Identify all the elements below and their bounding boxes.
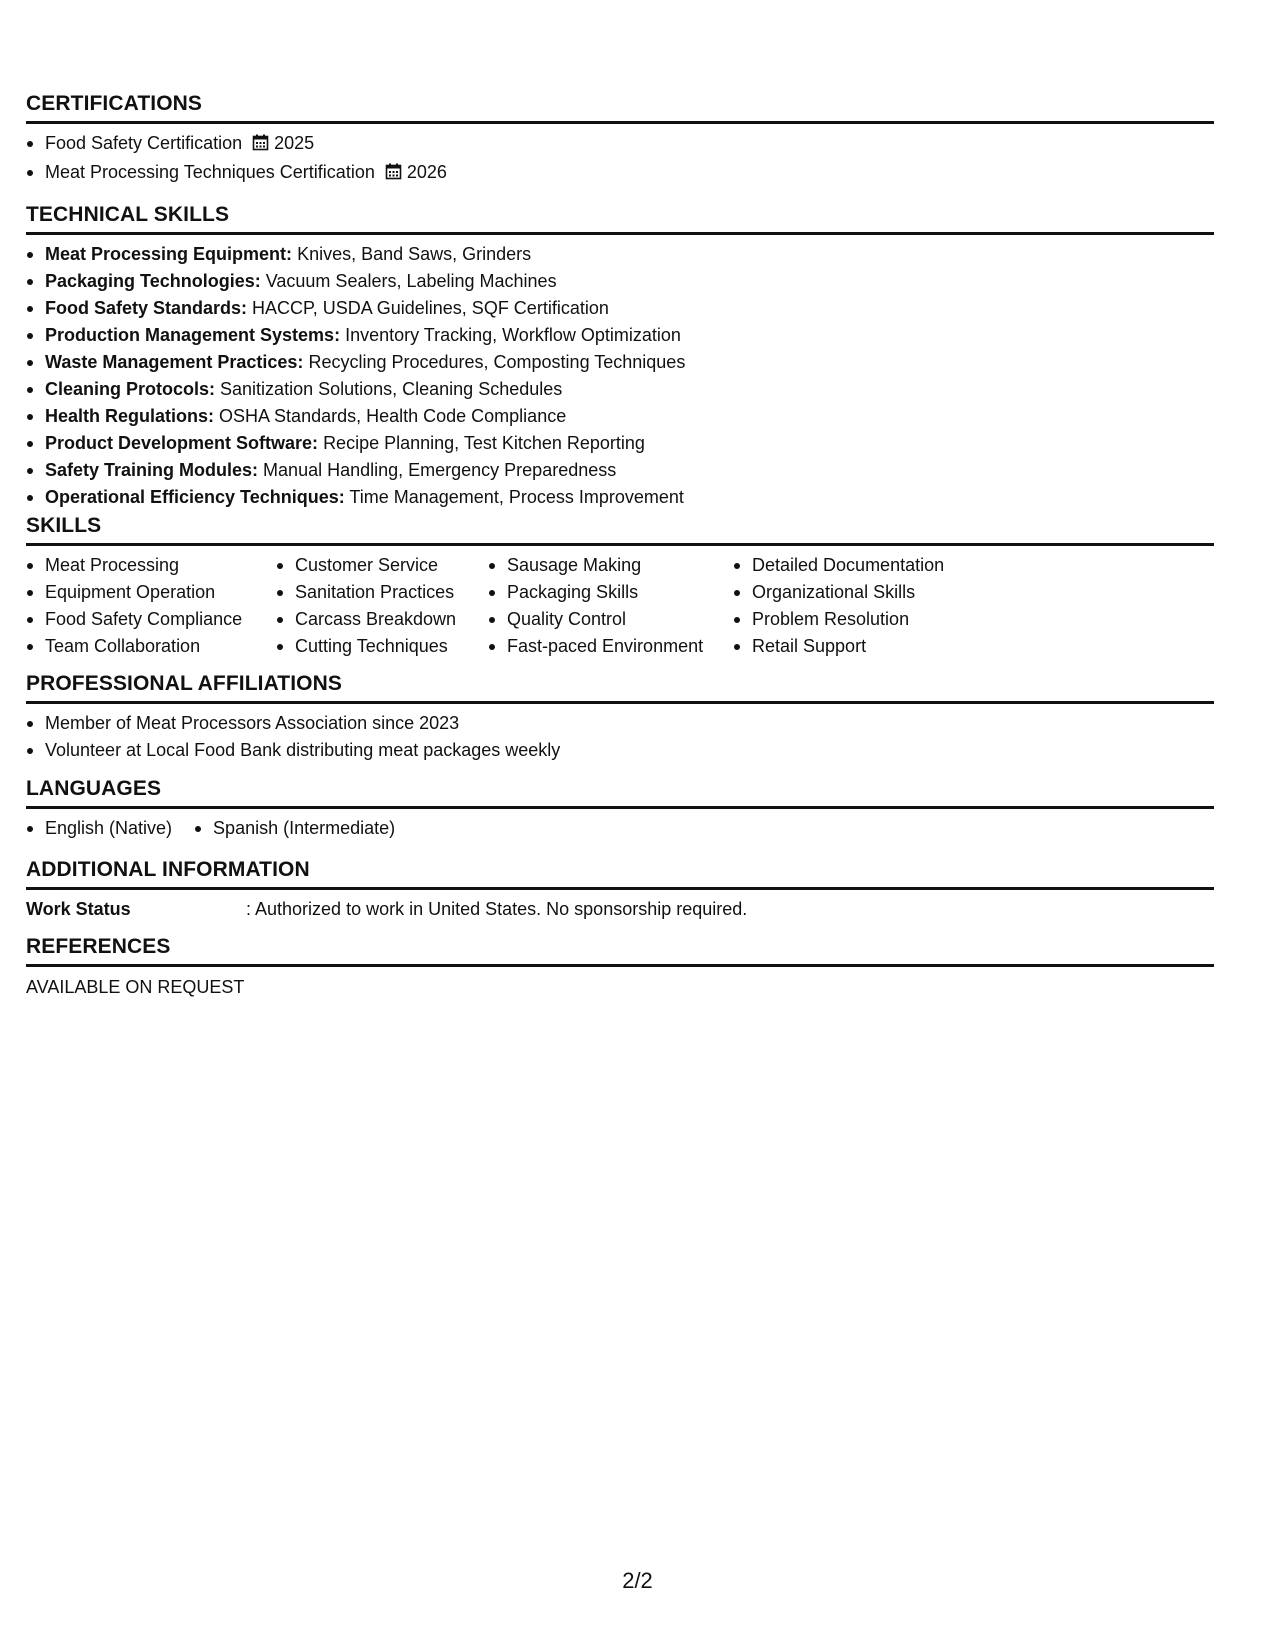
section-title-references: REFERENCES	[26, 935, 1214, 967]
skill-category: Product Development Software:	[45, 433, 319, 453]
languages-section	[26, 777, 1214, 842]
skill-category: Operational Efficiency Techniques:	[45, 487, 345, 507]
list-item	[26, 457, 1214, 484]
skills-column	[488, 552, 713, 660]
references-text: AVAILABLE ON REQUEST	[26, 977, 245, 997]
section-title-certifications: CERTIFICATIONS	[26, 92, 1214, 124]
skill-values: OSHA Standards, Health Code Compliance	[219, 406, 567, 426]
languages-list	[26, 815, 1214, 842]
skill-values: Sanitization Solutions, Cleaning Schedules	[220, 379, 563, 399]
skill-values: Recipe Planning, Test Kitchen Reporting	[323, 433, 645, 453]
certifications-list	[26, 130, 1214, 188]
certifications-section	[26, 92, 1214, 188]
skills-column	[26, 552, 256, 660]
list-item	[26, 241, 1214, 268]
additional-info-section	[26, 858, 1214, 923]
certification-name: Food Safety Certification	[45, 133, 243, 153]
list-item: Quality Control	[488, 606, 713, 633]
technical-skills-section	[26, 203, 1214, 511]
skill-category: Meat Processing Equipment:	[45, 244, 293, 264]
list-item: Problem Resolution	[733, 606, 973, 633]
affiliations-section	[26, 672, 1214, 764]
list-item: Sausage Making	[488, 552, 713, 579]
list-item: English (Native)	[26, 815, 172, 842]
certification-name: Meat Processing Techniques Certification	[45, 162, 375, 182]
section-title-skills: SKILLS	[26, 514, 1214, 546]
skill-values: Recycling Procedures, Composting Techniques	[308, 352, 686, 372]
list-item	[26, 322, 1214, 349]
skill-category: Packaging Technologies:	[45, 271, 261, 291]
list-item: Equipment Operation	[26, 579, 256, 606]
affiliations-list	[26, 710, 1214, 764]
skills-columns	[26, 546, 1214, 660]
skill-category: Production Management Systems:	[45, 325, 341, 345]
list-item	[26, 484, 1214, 511]
section-title-technical-skills: TECHNICAL SKILLS	[26, 203, 1214, 235]
section-title-languages: LANGUAGES	[26, 777, 1214, 809]
list-item: Cutting Techniques	[276, 633, 468, 660]
list-item	[26, 268, 1214, 295]
references-section	[26, 935, 1214, 1001]
skill-category: Safety Training Modules:	[45, 460, 259, 480]
skill-values: Time Management, Process Improvement	[349, 487, 684, 507]
list-item: Fast-paced Environment	[488, 633, 713, 660]
calendar-icon	[252, 132, 269, 159]
list-item: Food Safety Compliance	[26, 606, 256, 633]
skill-values: Manual Handling, Emergency Preparedness	[263, 460, 617, 480]
skill-category: Cleaning Protocols:	[45, 379, 216, 399]
list-item	[26, 430, 1214, 457]
list-item: Volunteer at Local Food Bank distributing meat packages weekly	[26, 737, 1214, 764]
list-item: Detailed Documentation	[733, 552, 973, 579]
certification-year: 2026	[406, 162, 447, 182]
skill-category: Food Safety Standards:	[45, 298, 248, 318]
work-status-value: : Authorized to work in United States. No sponsorship required.	[246, 899, 748, 919]
page-number: 2/2	[622, 1568, 653, 1593]
certification-year: 2025	[274, 133, 315, 153]
calendar-icon	[385, 161, 402, 188]
list-item: Sanitation Practices	[276, 579, 468, 606]
skills-column	[276, 552, 468, 660]
list-item: Retail Support	[733, 633, 973, 660]
list-item: Customer Service	[276, 552, 468, 579]
technical-skills-list	[26, 241, 1214, 511]
list-item: Carcass Breakdown	[276, 606, 468, 633]
list-item	[26, 295, 1214, 322]
list-item: Team Collaboration	[26, 633, 256, 660]
list-item	[26, 349, 1214, 376]
skill-values: Inventory Tracking, Workflow Optimization	[345, 325, 681, 345]
work-status-label: Work Status	[26, 899, 131, 919]
list-item	[26, 159, 1214, 188]
list-item: Spanish (Intermediate)	[194, 815, 395, 842]
skill-values: Vacuum Sealers, Labeling Machines	[265, 271, 557, 291]
section-title-affiliations: PROFESSIONAL AFFILIATIONS	[26, 672, 1214, 704]
list-item: Meat Processing	[26, 552, 256, 579]
work-status-row	[26, 896, 1214, 923]
skill-values: Knives, Band Saws, Grinders	[297, 244, 532, 264]
list-item	[26, 403, 1214, 430]
skills-column	[733, 552, 973, 660]
skill-values: HACCP, USDA Guidelines, SQF Certification	[252, 298, 609, 318]
list-item: Packaging Skills	[488, 579, 713, 606]
skills-section	[26, 514, 1214, 660]
list-item	[26, 130, 1214, 159]
skill-category: Health Regulations:	[45, 406, 215, 426]
skill-category: Waste Management Practices:	[45, 352, 304, 372]
list-item: Member of Meat Processors Association since 2023	[26, 710, 1214, 737]
list-item: Organizational Skills	[733, 579, 973, 606]
section-title-additional-info: ADDITIONAL INFORMATION	[26, 858, 1214, 890]
list-item	[26, 376, 1214, 403]
